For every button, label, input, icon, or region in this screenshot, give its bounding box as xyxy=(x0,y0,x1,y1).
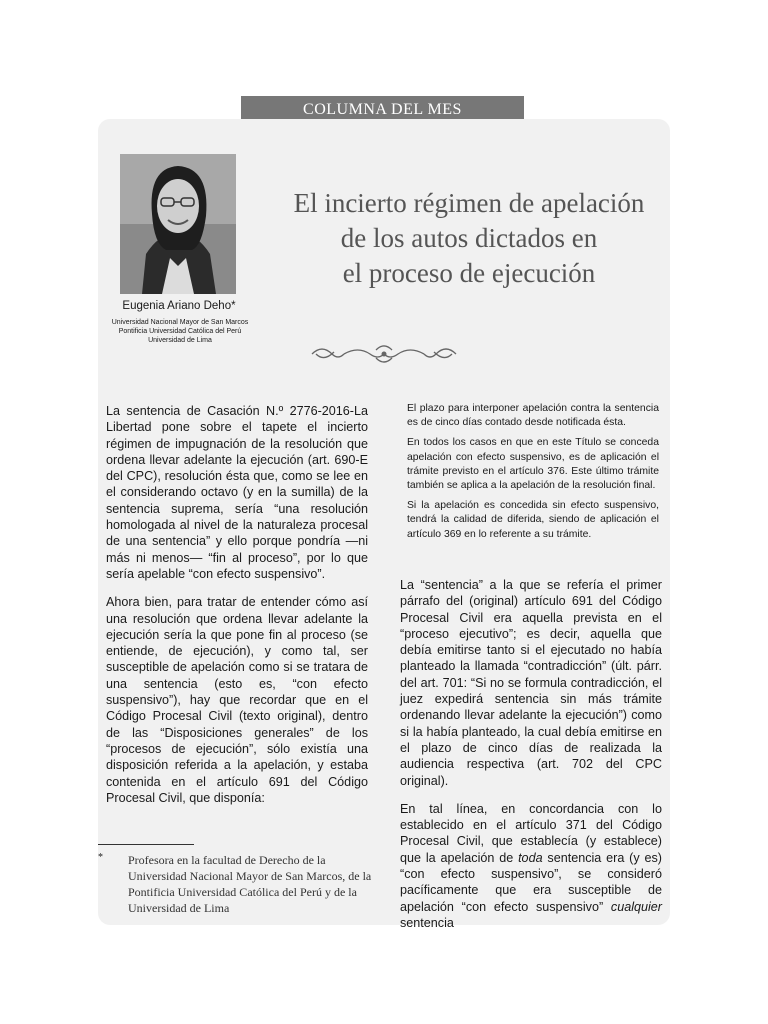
emphasis: toda xyxy=(518,850,543,865)
author-name: Eugenia Ariano Deho* xyxy=(122,300,236,312)
author-photo xyxy=(120,154,236,294)
quote-paragraph: En todos los casos en que en este Título se conceda apelación con efecto suspensivo, es de aplicación el trámite previsto en el artículo 376. Este último trámite también se aplica a la apelación de la resolución final. xyxy=(407,437,659,492)
title-line: El incierto régimen de apelación xyxy=(293,188,645,218)
body-paragraph: La “sentencia” a la que se refería el primer párrafo del (original) artículo 691 del Código Procesal Civil era aquella prevista en el “proceso ejecutivo”; es decir, aquella que debía emitirse tanto si el ejecutado no había planteado la llamada “contradicción” (últ. párr. del art. 701: “Si no se formula contradicción, el juez expedirá sentencia sin más trámite ordenando llevar adelante la ejecución”) como si la había planteado, la cual debía emitirse en el plazo de cinco días de realizada la audiencia respectiva (art. 702 del CPC original). xyxy=(400,578,662,788)
author-affiliation xyxy=(100,318,260,345)
right-column xyxy=(400,577,662,943)
body-paragraph: La sentencia de Casación N.º 2776-2016-La Libertad pone sobre el tapete el incierto régimen de impugnación de la resolución que ordena llevar adelante la ejecución (art. 690-E del CPC), resolución ésta que, como se lee en el considerando octavo (y en la sumilla) de la sentencia suprema, sería “una resolución homologada al nivel de la naturaleza procesal de una sentencia” y ello porque pondría —ni más ni menos— “fin al proceso”, por lo que sería apelable “con efecto suspensivo”. xyxy=(106,404,368,581)
text-run: sentencia xyxy=(400,915,454,930)
footnote-mark: * xyxy=(98,852,103,863)
section-banner: COLUMNA DEL MES xyxy=(241,96,524,124)
affiliation-line: Universidad Nacional Mayor de San Marcos xyxy=(111,319,249,326)
text-run: En tal línea, en concordancia con lo establecido en el artículo 371 del Código Procesal Civil, que establecía (y establece) que la apelación de xyxy=(400,801,662,865)
body-paragraph: Ahora bien, para tratar de entender cómo así una resolución que ordena llevar adelante la ejecución sería la que pone fin al proceso (se entiende, de ejecución), y como tal, ser susceptible de apelación como si se tratara de una sentencia (esto es, “con efecto suspensivo”), hay que recordar que en el Código Procesal Civil (texto original), dentro de las “Disposiciones generales” de los “procesos de ejecución”, sólo existía una disposición referida a la apelación, y estaba contenida en el artículo 691 del Código Procesal Civil, que disponía: xyxy=(106,595,368,805)
affiliation-line: Pontificia Universidad Católica del Perú xyxy=(118,328,242,335)
title-line: de los autos dictados en xyxy=(340,223,598,253)
author-portrait-image xyxy=(120,154,236,294)
emphasis: cualquier xyxy=(610,899,662,914)
quote-paragraph: El plazo para interponer apelación contra la sentencia es de cinco días contado desde notificada ésta. xyxy=(407,403,659,429)
footnote-text: Profesora en la facultad de Derecho de la Universidad Nacional Mayor de San Marcos, de la Pontificia Universidad Católica del Perú y de la Universidad de Lima xyxy=(128,853,372,915)
left-column xyxy=(106,403,368,818)
quoted-article-text xyxy=(407,402,659,548)
title-line: el proceso de ejecución xyxy=(342,258,596,288)
quote-paragraph: Si la apelación es concedida sin efecto suspensivo, tendrá la calidad de diferida, siendo de aplicación el artículo 369 en lo referente a su trámite. xyxy=(407,500,659,540)
ornament-divider-icon xyxy=(308,340,460,368)
text-run: sentencia era (y es) “con efecto suspensivo”, se consideró pacíficamente que era susceptible de apelación “con efecto suspensivo” xyxy=(400,850,662,914)
body-paragraph xyxy=(400,801,662,931)
article-title xyxy=(264,186,674,291)
footnote-rule xyxy=(98,844,194,845)
affiliation-line: Universidad de Lima xyxy=(148,337,212,344)
